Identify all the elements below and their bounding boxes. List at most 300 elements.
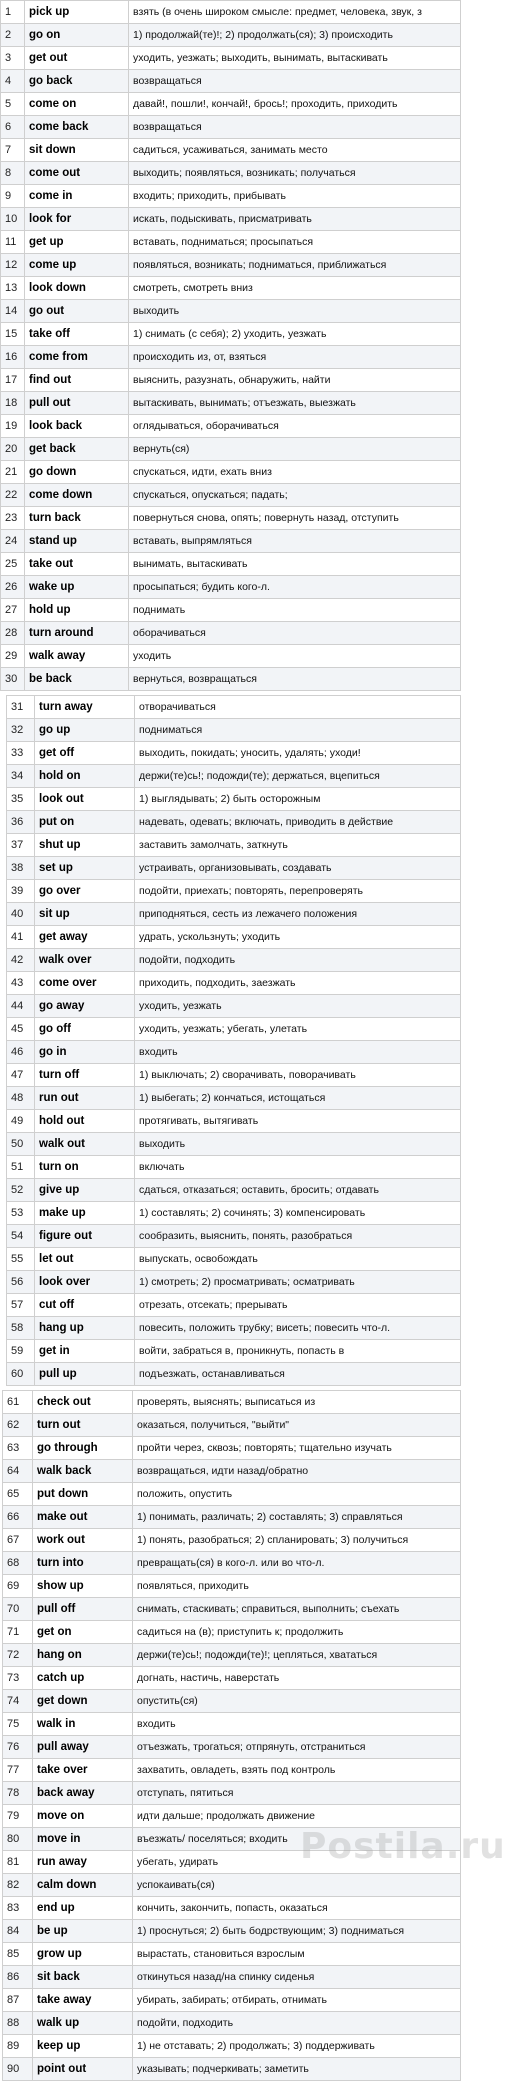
phrasal-verb-cell: figure out: [35, 1225, 135, 1248]
phrasal-verb-cell: get down: [33, 1690, 133, 1713]
translation-cell: въезжать/ поселяться; входить: [133, 1828, 461, 1851]
phrasal-verb-cell: let out: [35, 1248, 135, 1271]
translation-cell: появляться, приходить: [133, 1575, 461, 1598]
translation-cell: подойти, подходить: [133, 2012, 461, 2035]
row-number-cell: 5: [1, 93, 25, 116]
row-number-cell: 58: [7, 1317, 35, 1340]
phrasal-verb-cell: turn away: [35, 696, 135, 719]
row-number-cell: 28: [1, 622, 25, 645]
phrasal-verb-cell: find out: [25, 369, 129, 392]
table-row: [3, 2012, 461, 2035]
translation-cell: давай!, пошли!, кончай!, брось!; проходить, приходить: [129, 93, 461, 116]
phrasal-verb-cell: check out: [33, 1391, 133, 1414]
row-number-cell: 2: [1, 24, 25, 47]
translation-cell: откинуться назад/на спинку сиденья: [133, 1966, 461, 1989]
table-row: [1, 93, 461, 116]
phrasal-verb-cell: take off: [25, 323, 129, 346]
row-number-cell: 22: [1, 484, 25, 507]
row-number-cell: 72: [3, 1644, 33, 1667]
row-number-cell: 60: [7, 1363, 35, 1386]
phrasal-verb-cell: wake up: [25, 576, 129, 599]
phrasal-verbs-table-1: [0, 0, 461, 691]
phrasal-verb-cell: take over: [33, 1759, 133, 1782]
translation-cell: вынимать, вытаскивать: [129, 553, 461, 576]
table-row: [7, 1271, 461, 1294]
table-row: [1, 1, 461, 24]
translation-cell: войти, забраться в, проникнуть, попасть в: [135, 1340, 461, 1363]
row-number-cell: 37: [7, 834, 35, 857]
table-row: [3, 1713, 461, 1736]
translation-cell: вернуться, возвращаться: [129, 668, 461, 691]
translation-cell: входить: [135, 1041, 461, 1064]
translation-cell: приподняться, сесть из лежачего положения: [135, 903, 461, 926]
phrasal-verb-cell: go over: [35, 880, 135, 903]
row-number-cell: 41: [7, 926, 35, 949]
table-row: [3, 1644, 461, 1667]
translation-cell: вставать, подниматься; просыпаться: [129, 231, 461, 254]
phrasal-verb-cell: put down: [33, 1483, 133, 1506]
phrasal-verb-cell: hold out: [35, 1110, 135, 1133]
translation-cell: идти дальше; продолжать движение: [133, 1805, 461, 1828]
phrasal-verb-cell: pull off: [33, 1598, 133, 1621]
phrasal-verb-cell: set up: [35, 857, 135, 880]
table-row: [3, 1874, 461, 1897]
phrasal-verb-cell: end up: [33, 1897, 133, 1920]
row-number-cell: 36: [7, 811, 35, 834]
row-number-cell: 11: [1, 231, 25, 254]
table-row: [7, 1202, 461, 1225]
row-number-cell: 48: [7, 1087, 35, 1110]
translation-cell: вставать, выпрямляться: [129, 530, 461, 553]
table-row: [1, 392, 461, 415]
row-number-cell: 79: [3, 1805, 33, 1828]
table-row: [7, 1294, 461, 1317]
translation-cell: просыпаться; будить кого-л.: [129, 576, 461, 599]
table-row: [7, 742, 461, 765]
translation-cell: спускаться, идти, ехать вниз: [129, 461, 461, 484]
row-number-cell: 14: [1, 300, 25, 323]
row-number-cell: 16: [1, 346, 25, 369]
row-number-cell: 43: [7, 972, 35, 995]
phrasal-verb-cell: back away: [33, 1782, 133, 1805]
table-row: [3, 1828, 461, 1851]
phrasal-verb-cell: get off: [35, 742, 135, 765]
row-number-cell: 84: [3, 1920, 33, 1943]
translation-cell: выходить, покидать; уносить, удалять; уходи!: [135, 742, 461, 765]
translation-cell: уходить, уезжать; убегать, улетать: [135, 1018, 461, 1041]
table-row: [7, 1225, 461, 1248]
table-row: [7, 995, 461, 1018]
phrasal-verb-cell: pull up: [35, 1363, 135, 1386]
translation-cell: вытаскивать, вынимать; отъезжать, выезжать: [129, 392, 461, 415]
table-row: [3, 1943, 461, 1966]
row-number-cell: 76: [3, 1736, 33, 1759]
table-row: [7, 1156, 461, 1179]
translation-cell: вырастать, становиться взрослым: [133, 1943, 461, 1966]
table-row: [3, 1483, 461, 1506]
phrasal-verb-cell: go down: [25, 461, 129, 484]
phrasal-verb-cell: come out: [25, 162, 129, 185]
row-number-cell: 6: [1, 116, 25, 139]
table-row: [3, 1437, 461, 1460]
phrasal-verb-cell: turn out: [33, 1414, 133, 1437]
translation-cell: 1) выбегать; 2) кончаться, истощаться: [135, 1087, 461, 1110]
table-row: [3, 1552, 461, 1575]
table-row: [7, 880, 461, 903]
table-row: [1, 484, 461, 507]
translation-cell: 1) понимать, различать; 2) составлять; 3) справляться: [133, 1506, 461, 1529]
translation-cell: сообразить, выяснить, понять, разобраться: [135, 1225, 461, 1248]
row-number-cell: 54: [7, 1225, 35, 1248]
row-number-cell: 74: [3, 1690, 33, 1713]
row-number-cell: 44: [7, 995, 35, 1018]
translation-cell: включать: [135, 1156, 461, 1179]
row-number-cell: 21: [1, 461, 25, 484]
phrasal-verb-cell: go out: [25, 300, 129, 323]
phrasal-verb-cell: take away: [33, 1989, 133, 2012]
table-row: [7, 811, 461, 834]
row-number-cell: 90: [3, 2058, 33, 2081]
translation-cell: протягивать, вытягивать: [135, 1110, 461, 1133]
row-number-cell: 73: [3, 1667, 33, 1690]
translation-cell: пройти через, сквозь; повторять; тщательно изучать: [133, 1437, 461, 1460]
table-row: [1, 668, 461, 691]
table-row: [3, 1851, 461, 1874]
translation-cell: вернуть(ся): [129, 438, 461, 461]
table-row: [7, 1110, 461, 1133]
translation-cell: 1) понять, разобраться; 2) спланировать; 3) получиться: [133, 1529, 461, 1552]
row-number-cell: 80: [3, 1828, 33, 1851]
row-number-cell: 47: [7, 1064, 35, 1087]
phrasal-verb-cell: walk up: [33, 2012, 133, 2035]
row-number-cell: 20: [1, 438, 25, 461]
phrasal-verb-cell: walk out: [35, 1133, 135, 1156]
translation-cell: выяснить, разузнать, обнаружить, найти: [129, 369, 461, 392]
table-row: [1, 300, 461, 323]
table-row: [3, 1667, 461, 1690]
phrasal-verbs-table-2: [6, 695, 461, 1386]
translation-cell: кончить, закончить, попасть, оказаться: [133, 1897, 461, 1920]
translation-cell: 1) продолжай(те)!; 2) продолжать(ся); 3) происходить: [129, 24, 461, 47]
table-row: [1, 47, 461, 70]
row-number-cell: 25: [1, 553, 25, 576]
phrasal-verb-cell: make up: [35, 1202, 135, 1225]
phrasal-verb-cell: go on: [25, 24, 129, 47]
table-row: [3, 1805, 461, 1828]
table-row: [7, 1018, 461, 1041]
table-row: [3, 2035, 461, 2058]
translation-cell: поднимать: [129, 599, 461, 622]
table-row: [7, 1064, 461, 1087]
phrasal-verb-cell: turn around: [25, 622, 129, 645]
row-number-cell: 70: [3, 1598, 33, 1621]
row-number-cell: 8: [1, 162, 25, 185]
translation-cell: 1) снимать (с себя); 2) уходить, уезжать: [129, 323, 461, 346]
translation-cell: спускаться, опускаться; падать;: [129, 484, 461, 507]
row-number-cell: 30: [1, 668, 25, 691]
table-row: [1, 24, 461, 47]
table-row: [3, 1897, 461, 1920]
phrasal-verb-cell: come back: [25, 116, 129, 139]
translation-cell: оборачиваться: [129, 622, 461, 645]
table-row: [3, 1621, 461, 1644]
phrasal-verb-cell: walk back: [33, 1460, 133, 1483]
row-number-cell: 29: [1, 645, 25, 668]
translation-cell: успокаивать(ся): [133, 1874, 461, 1897]
table-row: [1, 599, 461, 622]
table-row: [7, 1179, 461, 1202]
phrasal-verb-cell: sit down: [25, 139, 129, 162]
table-row: [3, 1736, 461, 1759]
table-row: [7, 1340, 461, 1363]
row-number-cell: 18: [1, 392, 25, 415]
phrasal-verb-cell: go up: [35, 719, 135, 742]
phrasal-verb-cell: go in: [35, 1041, 135, 1064]
row-number-cell: 35: [7, 788, 35, 811]
phrasal-verb-cell: cut off: [35, 1294, 135, 1317]
row-number-cell: 51: [7, 1156, 35, 1179]
row-number-cell: 64: [3, 1460, 33, 1483]
row-number-cell: 81: [3, 1851, 33, 1874]
phrasal-verb-cell: walk away: [25, 645, 129, 668]
phrasal-verb-cell: move in: [33, 1828, 133, 1851]
row-number-cell: 57: [7, 1294, 35, 1317]
phrasal-verb-cell: get on: [33, 1621, 133, 1644]
row-number-cell: 82: [3, 1874, 33, 1897]
table-row: [1, 254, 461, 277]
row-number-cell: 31: [7, 696, 35, 719]
phrasal-verb-cell: go off: [35, 1018, 135, 1041]
row-number-cell: 71: [3, 1621, 33, 1644]
phrasal-verb-cell: move on: [33, 1805, 133, 1828]
translation-cell: 1) выключать; 2) сворачивать, поворачивать: [135, 1064, 461, 1087]
translation-cell: превращать(ся) в кого-л. или во что-л.: [133, 1552, 461, 1575]
translation-cell: убирать, забирать; отбирать, отнимать: [133, 1989, 461, 2012]
row-number-cell: 49: [7, 1110, 35, 1133]
table-row: [7, 696, 461, 719]
row-number-cell: 77: [3, 1759, 33, 1782]
row-number-cell: 75: [3, 1713, 33, 1736]
row-number-cell: 78: [3, 1782, 33, 1805]
phrasal-verb-cell: run out: [35, 1087, 135, 1110]
phrasal-verb-cell: hang on: [33, 1644, 133, 1667]
phrasal-verb-cell: hang up: [35, 1317, 135, 1340]
phrasal-verb-cell: take out: [25, 553, 129, 576]
translation-cell: оглядываться, оборачиваться: [129, 415, 461, 438]
table-row: [7, 926, 461, 949]
phrasal-verb-cell: put on: [35, 811, 135, 834]
translation-cell: догнать, настичь, наверстать: [133, 1667, 461, 1690]
table-row: [1, 208, 461, 231]
phrasal-verb-cell: keep up: [33, 2035, 133, 2058]
translation-cell: уходить: [129, 645, 461, 668]
translation-cell: сдаться, отказаться; оставить, бросить; отдавать: [135, 1179, 461, 1202]
table-row: [3, 1529, 461, 1552]
phrasal-verb-cell: go back: [25, 70, 129, 93]
row-number-cell: 65: [3, 1483, 33, 1506]
row-number-cell: 38: [7, 857, 35, 880]
table-row: [7, 903, 461, 926]
phrasal-verb-cell: pick up: [25, 1, 129, 24]
table-row: [3, 1759, 461, 1782]
row-number-cell: 52: [7, 1179, 35, 1202]
table-row: [1, 162, 461, 185]
phrasal-verb-cell: look back: [25, 415, 129, 438]
table-row: [1, 369, 461, 392]
row-number-cell: 15: [1, 323, 25, 346]
phrasal-verb-cell: sit up: [35, 903, 135, 926]
phrasal-verb-cell: work out: [33, 1529, 133, 1552]
phrasal-verb-cell: come in: [25, 185, 129, 208]
table-row: [1, 530, 461, 553]
translation-cell: отворачиваться: [135, 696, 461, 719]
translation-cell: захватить, овладеть, взять под контроль: [133, 1759, 461, 1782]
row-number-cell: 10: [1, 208, 25, 231]
translation-cell: повесить, положить трубку; висеть; повесить что-л.: [135, 1317, 461, 1340]
table-row: [7, 1248, 461, 1271]
table-row: [3, 1966, 461, 1989]
table-row: [3, 1989, 461, 2012]
phrasal-verb-cell: calm down: [33, 1874, 133, 1897]
translation-cell: подъезжать, останавливаться: [135, 1363, 461, 1386]
translation-cell: держи(те)сь!; подожди(те)!; цепляться, хвататься: [133, 1644, 461, 1667]
table-row: [7, 1363, 461, 1386]
phrasal-verb-cell: look over: [35, 1271, 135, 1294]
table-row: [7, 1041, 461, 1064]
table-row: [7, 834, 461, 857]
translation-cell: указывать; подчеркивать; заметить: [133, 2058, 461, 2081]
row-number-cell: 68: [3, 1552, 33, 1575]
row-number-cell: 89: [3, 2035, 33, 2058]
row-number-cell: 55: [7, 1248, 35, 1271]
row-number-cell: 40: [7, 903, 35, 926]
translation-cell: надевать, одевать; включать, приводить в действие: [135, 811, 461, 834]
phrasal-verb-cell: come up: [25, 254, 129, 277]
row-number-cell: 85: [3, 1943, 33, 1966]
row-number-cell: 87: [3, 1989, 33, 2012]
translation-cell: происходить из, от, взяться: [129, 346, 461, 369]
row-number-cell: 19: [1, 415, 25, 438]
table-row: [3, 1460, 461, 1483]
phrasal-verb-cell: turn back: [25, 507, 129, 530]
translation-cell: выходить: [135, 1133, 461, 1156]
phrasal-verb-cell: turn on: [35, 1156, 135, 1179]
table-row: [3, 1391, 461, 1414]
table-row: [7, 788, 461, 811]
table-row: [1, 139, 461, 162]
row-number-cell: 42: [7, 949, 35, 972]
row-number-cell: 83: [3, 1897, 33, 1920]
table-row: [1, 185, 461, 208]
row-number-cell: 67: [3, 1529, 33, 1552]
row-number-cell: 88: [3, 2012, 33, 2035]
phrasal-verb-cell: come down: [25, 484, 129, 507]
phrasal-verb-cell: go away: [35, 995, 135, 1018]
row-number-cell: 1: [1, 1, 25, 24]
translation-cell: возвращаться, идти назад/обратно: [133, 1460, 461, 1483]
row-number-cell: 3: [1, 47, 25, 70]
row-number-cell: 33: [7, 742, 35, 765]
row-number-cell: 34: [7, 765, 35, 788]
row-number-cell: 23: [1, 507, 25, 530]
row-number-cell: 9: [1, 185, 25, 208]
phrasal-verb-cell: walk in: [33, 1713, 133, 1736]
phrasal-verb-cell: get back: [25, 438, 129, 461]
phrasal-verb-cell: point out: [33, 2058, 133, 2081]
translation-cell: появляться, возникать; подниматься, приближаться: [129, 254, 461, 277]
table-row: [7, 1087, 461, 1110]
table-row: [1, 438, 461, 461]
table-row: [1, 507, 461, 530]
table-row: [7, 972, 461, 995]
row-number-cell: 4: [1, 70, 25, 93]
table-row: [3, 1575, 461, 1598]
translation-cell: 1) выглядывать; 2) быть осторожным: [135, 788, 461, 811]
table-row: [7, 1133, 461, 1156]
translation-cell: положить, опустить: [133, 1483, 461, 1506]
translation-cell: возвращаться: [129, 116, 461, 139]
phrasal-verb-cell: turn into: [33, 1552, 133, 1575]
table-row: [1, 70, 461, 93]
row-number-cell: 66: [3, 1506, 33, 1529]
phrasal-verb-cell: get out: [25, 47, 129, 70]
table-row: [1, 576, 461, 599]
row-number-cell: 62: [3, 1414, 33, 1437]
phrasal-verb-cell: get up: [25, 231, 129, 254]
phrasal-verb-cell: look down: [25, 277, 129, 300]
row-number-cell: 17: [1, 369, 25, 392]
table-row: [3, 1598, 461, 1621]
phrasal-verb-cell: catch up: [33, 1667, 133, 1690]
translation-cell: входить; приходить, прибывать: [129, 185, 461, 208]
phrasal-verb-cell: show up: [33, 1575, 133, 1598]
translation-cell: 1) не отставать; 2) продолжать; 3) поддерживать: [133, 2035, 461, 2058]
phrasal-verb-cell: make out: [33, 1506, 133, 1529]
translation-cell: выходить; появляться, возникать; получаться: [129, 162, 461, 185]
row-number-cell: 32: [7, 719, 35, 742]
table-row: [1, 346, 461, 369]
phrasal-verb-cell: get away: [35, 926, 135, 949]
table-row: [3, 1414, 461, 1437]
translation-cell: 1) составлять; 2) сочинять; 3) компенсировать: [135, 1202, 461, 1225]
table-row: [7, 1317, 461, 1340]
table-row: [3, 1920, 461, 1943]
row-number-cell: 7: [1, 139, 25, 162]
translation-cell: приходить, подходить, заезжать: [135, 972, 461, 995]
phrasal-verb-cell: grow up: [33, 1943, 133, 1966]
row-number-cell: 12: [1, 254, 25, 277]
phrasal-verb-cell: sit back: [33, 1966, 133, 1989]
translation-cell: уходить, уезжать: [135, 995, 461, 1018]
table-row: [1, 323, 461, 346]
translation-cell: садиться, усаживаться, занимать место: [129, 139, 461, 162]
translation-cell: 1) смотреть; 2) просматривать; осматривать: [135, 1271, 461, 1294]
translation-cell: подойти, подходить: [135, 949, 461, 972]
phrasal-verb-cell: hold up: [25, 599, 129, 622]
row-number-cell: 26: [1, 576, 25, 599]
row-number-cell: 56: [7, 1271, 35, 1294]
phrasal-verb-cell: turn off: [35, 1064, 135, 1087]
phrasal-verb-cell: be up: [33, 1920, 133, 1943]
table-row: [1, 116, 461, 139]
phrasal-verb-cell: pull away: [33, 1736, 133, 1759]
translation-cell: уходить, уезжать; выходить, вынимать, вытаскивать: [129, 47, 461, 70]
row-number-cell: 39: [7, 880, 35, 903]
table-row: [7, 949, 461, 972]
phrasal-verb-cell: get in: [35, 1340, 135, 1363]
translation-cell: 1) проснуться; 2) быть бодрствующим; 3) подниматься: [133, 1920, 461, 1943]
row-number-cell: 69: [3, 1575, 33, 1598]
